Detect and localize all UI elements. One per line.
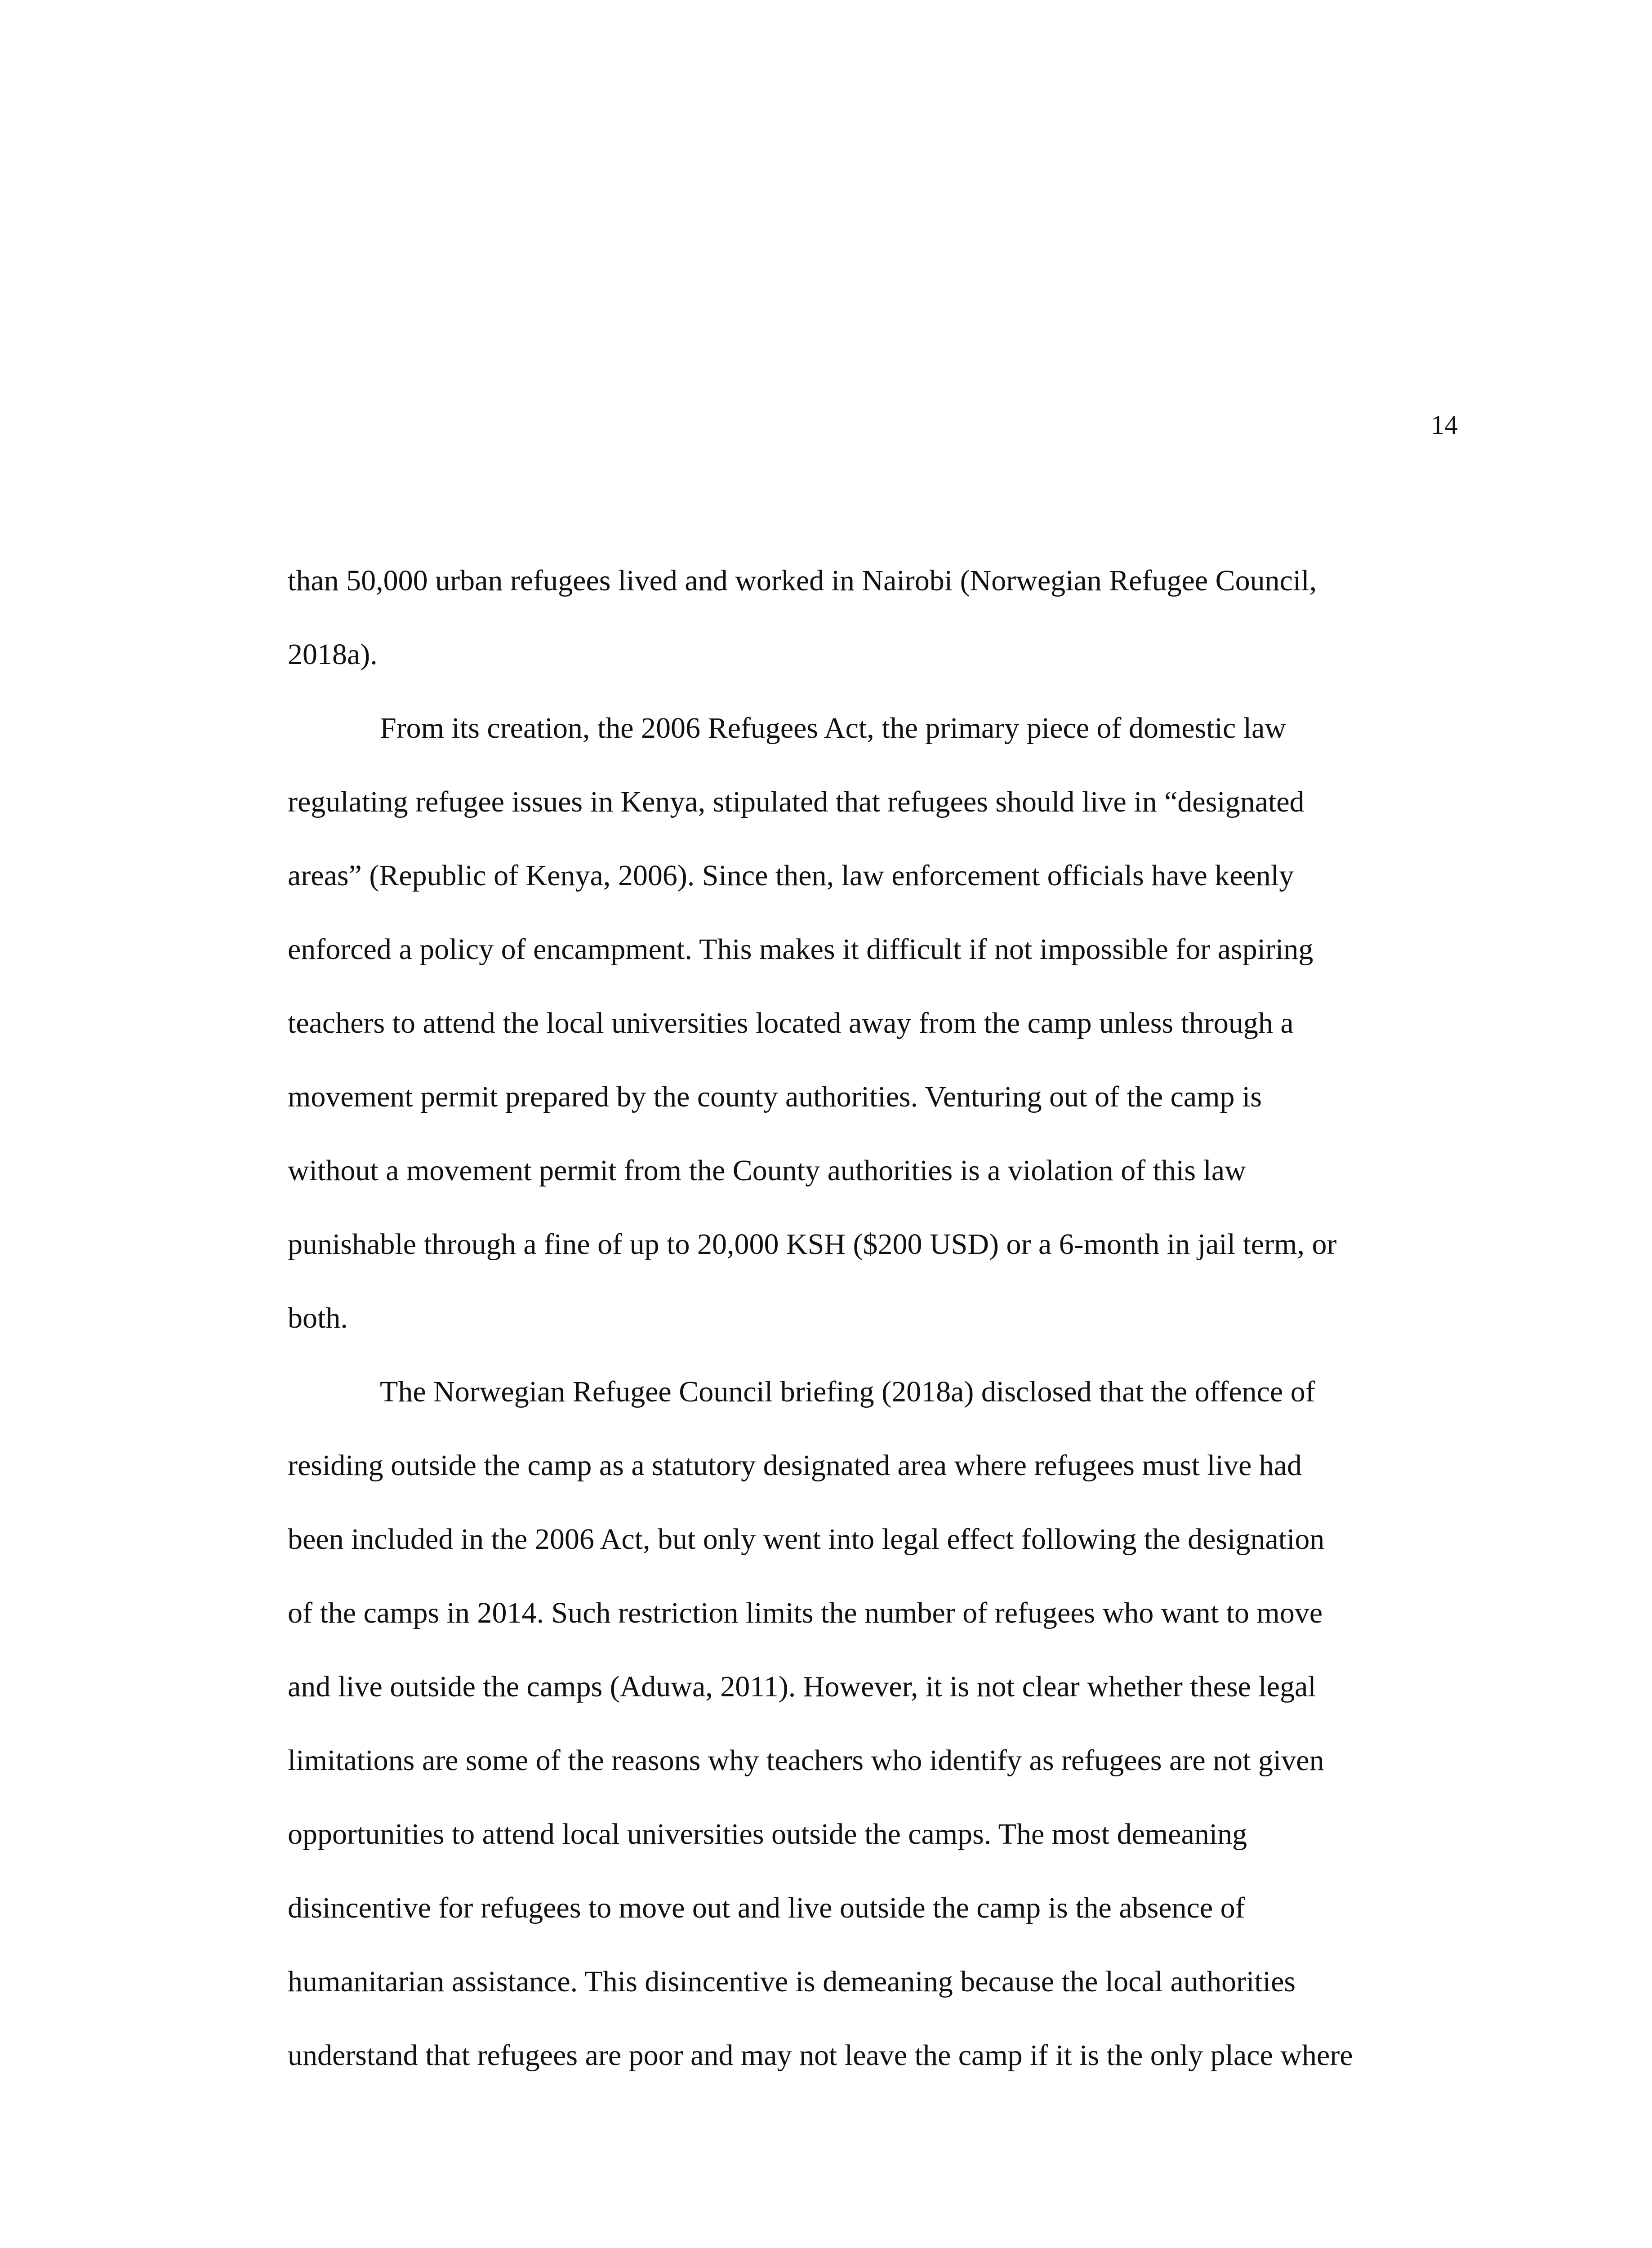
text-line: From its creation, the 2006 Refugees Act, the primary piece of domestic law [380,712,1287,745]
text-line: regulating refugee issues in Kenya, stipulated that refugees should live in “designated [288,785,1305,818]
text-line: than 50,000 urban refugees lived and worked in Nairobi (Norwegian Refugee Council, [288,564,1317,597]
text-line: opportunities to attend local universities outside the camps. The most demeaning [288,1818,1247,1851]
text-line: humanitarian assistance. This disincentive is demeaning because the local authorities [288,1965,1296,1998]
text-line: been included in the 2006 Act, but only went into legal effect following the designation [288,1523,1325,1556]
text-line: disincentive for refugees to move out and live outside the camp is the absence of [288,1891,1245,1924]
text-line: The Norwegian Refugee Council briefing (2018a) disclosed that the offence of [380,1375,1315,1408]
body-text [288,544,1447,2092]
paragraph-refugees-act [288,691,1447,1355]
text-line: residing outside the camp as a statutory designated area where refugees must live had [288,1449,1302,1482]
text-line: of the camps in 2014. Such restriction limits the number of refugees who want to move [288,1597,1323,1629]
text-line: without a movement permit from the County authorities is a violation of this law [288,1154,1246,1187]
text-line: enforced a policy of encampment. This makes it difficult if not impossible for aspiring [288,933,1314,966]
text-line: areas” (Republic of Kenya, 2006). Since then, law enforcement officials have keenly [288,859,1294,892]
text-line: limitations are some of the reasons why teachers who identify as refugees are not given [288,1744,1324,1777]
paragraph-nrc-briefing [288,1355,1447,2092]
paragraph-continuation [288,544,1447,691]
text-line: 2018a). [288,638,378,671]
text-line: movement permit prepared by the county authorities. Venturing out of the camp is [288,1080,1262,1113]
text-line: punishable through a fine of up to 20,000 KSH ($200 USD) or a 6-month in jail term, or [288,1228,1337,1261]
text-line: teachers to attend the local universities located away from the camp unless through a [288,1007,1294,1039]
text-line: and live outside the camps (Aduwa, 2011). However, it is not clear whether these legal [288,1670,1316,1703]
text-line: both. [288,1302,348,1334]
text-line: understand that refugees are poor and may not leave the camp if it is the only place where [288,2039,1353,2072]
page-number: 14 [1431,410,1458,440]
